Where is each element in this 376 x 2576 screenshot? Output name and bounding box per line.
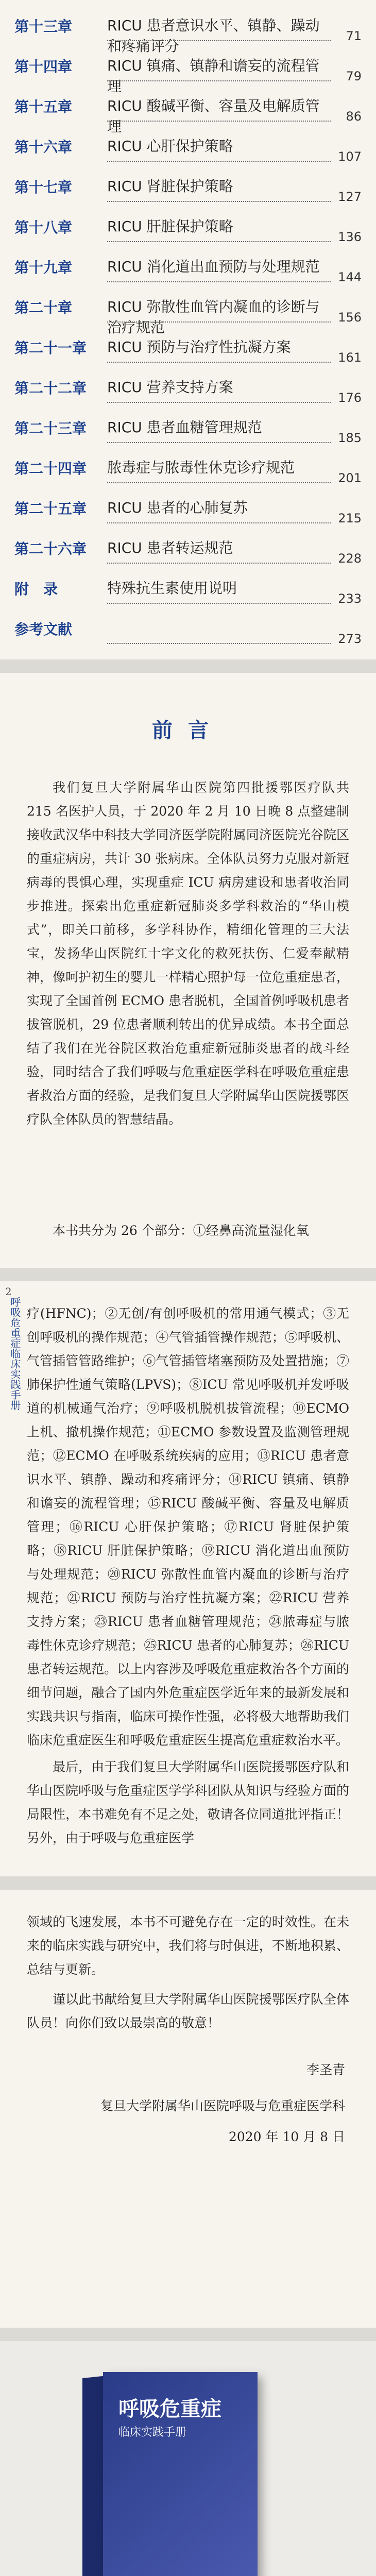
toc-page-number: 136 bbox=[338, 230, 362, 244]
toc-chapter-title: RICU 消化道出血预防与处理规范 bbox=[107, 258, 320, 275]
toc-page-number: 79 bbox=[346, 69, 362, 83]
toc-entry bbox=[14, 573, 362, 611]
page-separator bbox=[0, 1876, 376, 1890]
toc-chapter-title: 特殊抗生素使用说明 bbox=[107, 580, 237, 597]
toc-entry bbox=[14, 452, 362, 490]
toc-chapter-title: RICU 患者血糖管理规范 bbox=[107, 419, 262, 436]
toc-leader-dots bbox=[107, 201, 331, 202]
toc-leader-dots bbox=[107, 321, 331, 323]
toc-page-number: 144 bbox=[338, 270, 362, 284]
signer-name: 李圣青 bbox=[306, 2062, 345, 2077]
toc-leader-dots bbox=[107, 241, 331, 242]
toc-page-number: 156 bbox=[338, 310, 362, 325]
toc-entry bbox=[14, 10, 362, 55]
closing-paragraph: 最后，由于我们复旦大学附属华山医院援鄂医疗队和华山医院呼吸与危重症医学学科团队从知识与经验方面的局限性，本书难免有不足之处，敬请各位同道批评指正！另外，由于呼吸与危重症医学 bbox=[27, 1759, 349, 1845]
toc-entry bbox=[14, 292, 362, 336]
page-separator bbox=[0, 659, 376, 673]
toc-chapter-number: 第二十四章 bbox=[14, 460, 87, 477]
toc-chapter-title: RICU 酸碱平衡、容量及电解质管理 bbox=[107, 97, 320, 135]
signer-org: 复旦大学附属华山医院呼吸与危重症医学科 bbox=[100, 2098, 345, 2113]
page-number: 2 bbox=[5, 1285, 12, 1298]
toc-entry bbox=[14, 50, 362, 95]
toc-leader-dots bbox=[107, 643, 331, 644]
preface-end-page bbox=[0, 1890, 376, 2328]
toc-page-number: 127 bbox=[338, 190, 362, 204]
book-subtitle: 临床实践手册 bbox=[118, 2426, 187, 2439]
toc-page-number: 176 bbox=[338, 391, 362, 405]
toc-chapter-number: 附 录 bbox=[14, 581, 58, 598]
toc-leader-dots bbox=[107, 161, 331, 162]
toc-entry bbox=[14, 533, 362, 571]
toc-chapter-title: RICU 患者转运规范 bbox=[107, 539, 233, 556]
toc-entry bbox=[14, 171, 362, 209]
preface-continued-page bbox=[0, 1281, 376, 1876]
page-separator bbox=[0, 1268, 376, 1281]
toc-page-number: 228 bbox=[338, 551, 362, 566]
toc-chapter-title: RICU 营养支持方案 bbox=[107, 379, 233, 396]
toc-page-number: 86 bbox=[346, 109, 362, 124]
toc-chapter-number: 第十六章 bbox=[14, 139, 73, 156]
preface-title: 前言 bbox=[152, 718, 224, 742]
toc-entry bbox=[14, 251, 362, 290]
toc-leader-dots bbox=[107, 563, 331, 564]
preface-paragraph-2: 本书共分为 26 个部分：①经鼻高流量湿化氧 bbox=[53, 1223, 309, 1238]
toc-page-number: 215 bbox=[338, 511, 362, 526]
toc-entry bbox=[14, 211, 362, 249]
chapter-list-paragraph: 疗(HFNC)；②无创/有创呼吸机的常用通气模式；③无创呼吸机的操作规范；④气管插管操作规范；⑤呼吸机、气管插管管路维护；⑥气管插管堵塞预防及处置措施；⑦肺保护性通气策略(LPVS)；⑧ICU 常见呼吸机并发呼吸道的机械通气治疗；⑨呼吸机脱机拔管流程；⑩ECMO 上机、撤机操作规范；⑪ECMO 参数设置及监测管理规范；⑫ECMO 在呼吸系统疾病的应用；⑬RICU 患者意识水平、镇静、躁动和疼痛评分；⑭RICU 镇痛、镇静和谵妄的流程管理；⑮RICU 酸碱平衡、容量及电解质管理；⑯RICU 心肝保护策略；⑰RICU 肾脏保护策略；⑱RICU 肝脏保护策略；⑲RICU 消化道出血预防与处理规范；⑳RICU 弥散性血管内凝血的诊断与治疗规范；㉑RICU 预防与治疗性抗凝方案；㉒RICU 营养支持方案；㉓RICU 患者血糖管理规范；㉔脓毒症与脓毒性休克诊疗规范；㉕RICU 患者的心肺复苏；㉖RICU 患者转运规范。以上内容涉及呼吸危重症救治各个方面的细节问题，融合了国内外危重症医学近年来的最新发展和实践共识与指南，临床可操作性强，必将极大地帮助我们临床危重症医生和呼吸危重症医生提高危重症救治水平。 bbox=[27, 1306, 349, 1748]
toc-chapter-title: 脓毒症与脓毒性休克诊疗规范 bbox=[107, 459, 295, 476]
toc-entry bbox=[14, 412, 362, 450]
toc-leader-dots bbox=[107, 603, 331, 604]
toc-chapter-number: 第十三章 bbox=[14, 18, 73, 35]
page-separator bbox=[0, 2328, 376, 2341]
book-title: 呼吸危重症 bbox=[118, 2397, 221, 2421]
preface-paragraph-1: 我们复旦大学附属华山医院第四批援鄂医疗队共 215 名医护人员，于 2020 年 2 月 10 日晚 8 点整建制接收武汉华中科技大学同济医学院附属同济医院光谷院区的重症病房，共计 30 张病床。全体队员努力克服对新冠病毒的畏惧心理，实现重症 ICU 病房建设和患者收治同步推进。探索出危重症新冠肺炎多学科救治的“华山模式”，即关口前移，多学科协作，精细化管理的三大法宝，发扬华山医院红十字文化的救死扶伤、仁爱奉献精神，像呵护初生的婴儿一样精心照护每一位危重症患者，实现了全国首例 ECMO 患者脱机，全国首例呼吸机患者拔管脱机，29 位患者顺利转出的优异成绩。本书全面总结了我们在光谷院区救治危重症新冠肺炎患者的战斗经验，同时结合了我们呼吸与危重症医学科在呼吸危重症患者救治方面的经验，是我们复旦大学附属华山医院援鄂医疗队全体队员的智慧结晶。 bbox=[27, 780, 349, 1127]
toc-chapter-title: RICU 弥散性血管内凝血的诊断与治疗规范 bbox=[107, 298, 320, 336]
toc-leader-dots bbox=[107, 281, 331, 282]
toc-chapter-number: 第十七章 bbox=[14, 179, 73, 196]
toc-chapter-number: 第十四章 bbox=[14, 58, 73, 75]
preface-page bbox=[0, 673, 376, 1268]
signer-date: 2020 年 10 月 8 日 bbox=[228, 2129, 345, 2144]
toc-page-number: 185 bbox=[338, 431, 362, 445]
toc-chapter-number: 第十八章 bbox=[14, 219, 73, 236]
toc-chapter-number: 参考文献 bbox=[14, 621, 73, 638]
toc-page-number: 201 bbox=[338, 471, 362, 485]
toc-chapter-title: RICU 心肝保护策略 bbox=[107, 138, 233, 155]
book-spine bbox=[82, 2376, 103, 2576]
toc-leader-dots bbox=[107, 80, 331, 81]
toc-leader-dots bbox=[107, 522, 331, 523]
end-paragraph: 领域的飞速发展，本书不可避免存在一定的时效性。在未来的临床实践与研究中，我们将与时俱进，不断地积累、总结与更新。 bbox=[27, 1914, 349, 1977]
toc-chapter-number: 第二十五章 bbox=[14, 500, 87, 517]
toc-entry bbox=[14, 131, 362, 169]
toc-page-number: 161 bbox=[338, 350, 362, 365]
toc-leader-dots bbox=[107, 362, 331, 363]
toc-chapter-number: 第二十二章 bbox=[14, 380, 87, 397]
toc-chapter-title: RICU 肝脏保护策略 bbox=[107, 218, 233, 235]
toc-chapter-number: 第十五章 bbox=[14, 98, 73, 115]
toc-page-number: 233 bbox=[338, 591, 362, 606]
toc-page bbox=[0, 0, 376, 659]
toc-entry bbox=[14, 493, 362, 531]
toc-chapter-number: 第二十三章 bbox=[14, 420, 87, 437]
toc-chapter-number: 第二十章 bbox=[14, 299, 73, 316]
toc-page-number: 273 bbox=[338, 632, 362, 646]
toc-chapter-number: 第二十一章 bbox=[14, 340, 87, 357]
toc-page-number: 71 bbox=[346, 29, 362, 43]
toc-chapter-title: RICU 镇痛、镇静和谵妄的流程管理 bbox=[107, 57, 320, 95]
toc-leader-dots bbox=[107, 402, 331, 403]
running-side-title: 呼吸危重症临床实践手册 bbox=[9, 1297, 21, 1410]
toc-chapter-title: RICU 肾脏保护策略 bbox=[107, 178, 233, 195]
toc-leader-dots bbox=[107, 442, 331, 443]
toc-leader-dots bbox=[107, 40, 331, 41]
toc-leader-dots bbox=[107, 121, 331, 122]
cover-section bbox=[0, 2341, 376, 2576]
toc-entry bbox=[14, 372, 362, 410]
toc-chapter-number: 第二十六章 bbox=[14, 540, 87, 557]
toc-leader-dots bbox=[107, 482, 331, 483]
dedication-paragraph: 谨以此书献给复旦大学附属华山医院援鄂医疗队全体队员！向你们致以最崇高的敬意！ bbox=[27, 1992, 349, 2030]
toc-page-number: 107 bbox=[338, 149, 362, 164]
toc-chapter-title: RICU 患者意识水平、镇静、躁动和疼痛评分 bbox=[107, 17, 320, 55]
toc-chapter-title: RICU 预防与治疗性抗凝方案 bbox=[107, 338, 291, 355]
toc-entry bbox=[14, 91, 362, 135]
toc-entry bbox=[14, 613, 362, 651]
toc-chapter-number: 第十九章 bbox=[14, 259, 73, 276]
toc-entry bbox=[14, 332, 362, 370]
toc-chapter-title: RICU 患者的心肺复苏 bbox=[107, 499, 248, 516]
book-cover-image bbox=[103, 2372, 258, 2576]
